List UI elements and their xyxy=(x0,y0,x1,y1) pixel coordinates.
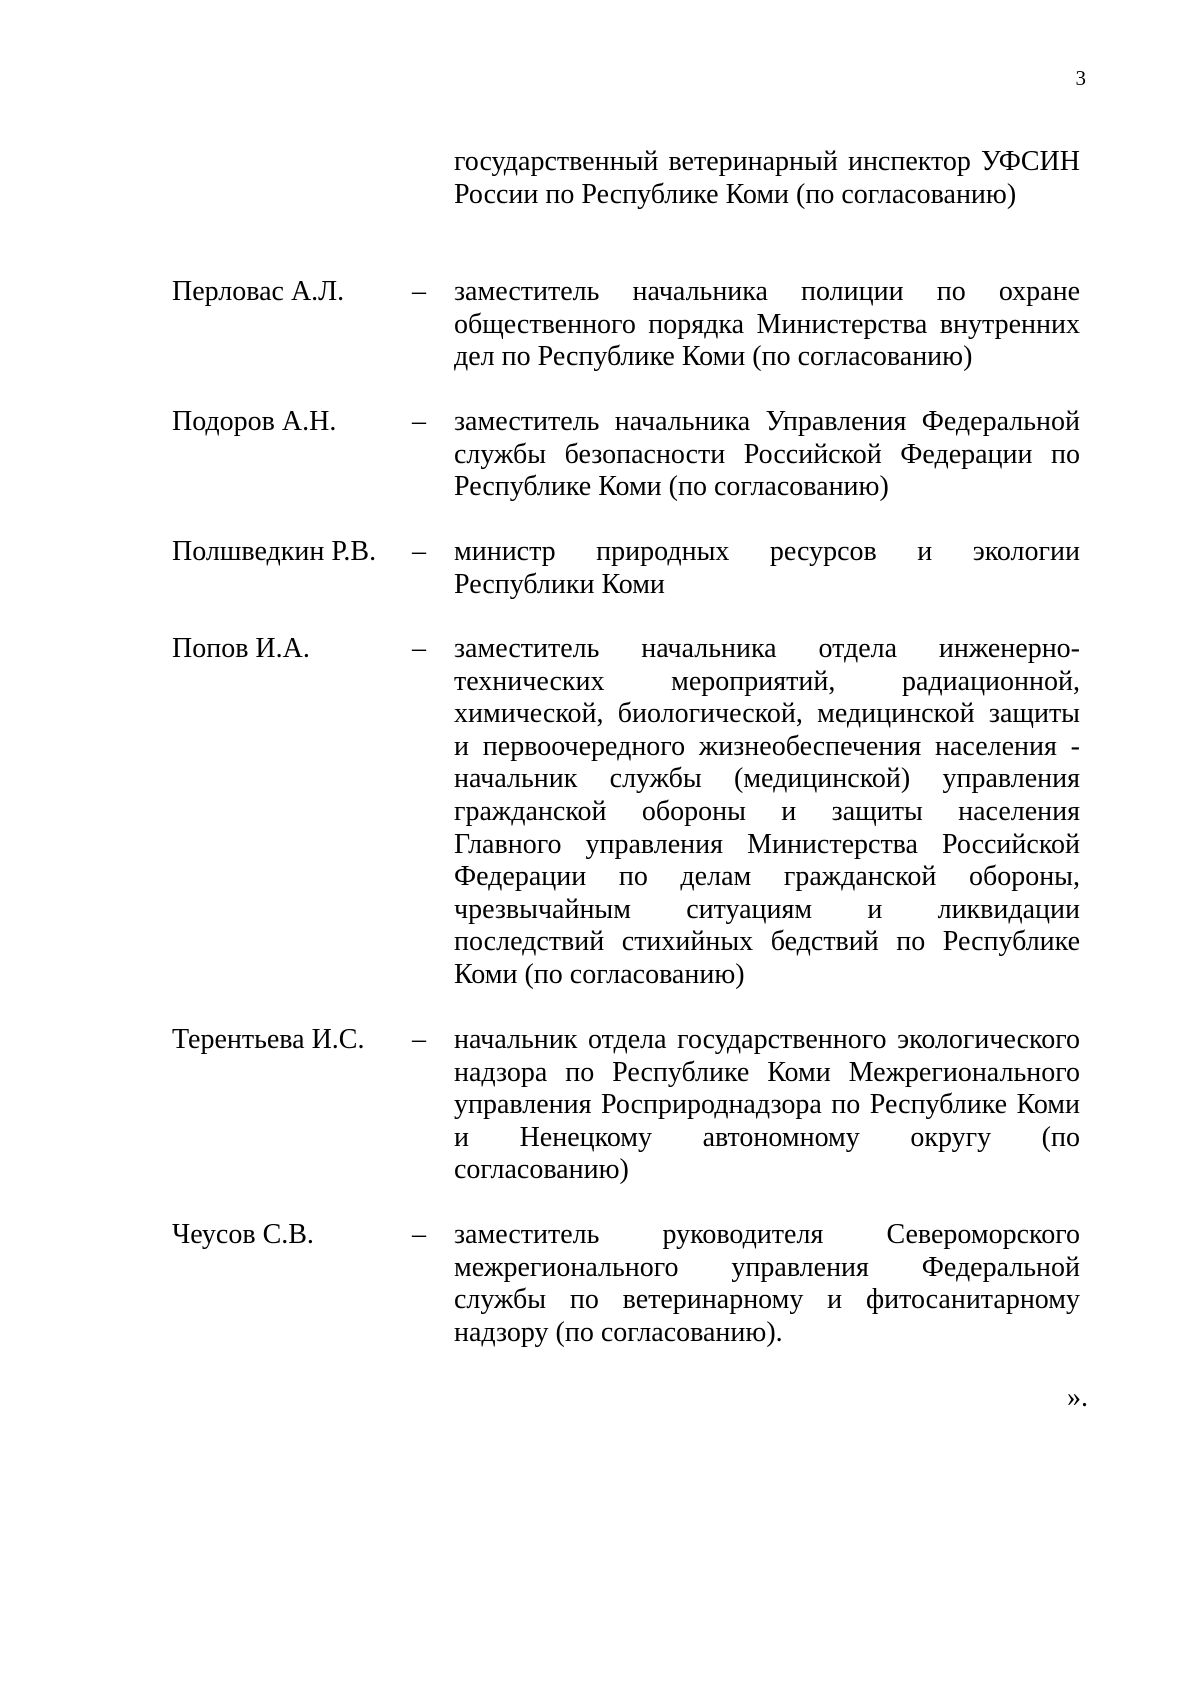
page-number: 3 xyxy=(1075,66,1086,90)
closing-quote-mark: ». xyxy=(1067,1382,1088,1413)
position-description: заместитель начальника отдела инженерно-технических мероприятий, радиационной, химической, биологической, медицинской защиты и первоочередного жизнеобеспечения населения - начальник службы (медицинской) управления гражданской обороны и защиты населения Главного управления Министерства Российской Федерации по делам гражданской обороны, чрезвычайным ситуациям и ликвидации последствий стихийных бедствий по Республике Коми (по согласованию) xyxy=(454,633,1080,990)
person-name: Терентьева И.С. xyxy=(172,1024,365,1055)
dash-separator: – xyxy=(412,1219,426,1250)
dash-separator: – xyxy=(412,536,426,567)
person-name: Полшведкин Р.В. xyxy=(172,536,377,567)
person-name: Чеусов С.В. xyxy=(172,1219,314,1250)
person-name: Подоров А.Н. xyxy=(172,406,337,437)
person-name: Попов И.А. xyxy=(172,633,310,664)
position-description: министр природных ресурсов и экологии Республики Коми xyxy=(454,536,1080,600)
dash-separator: – xyxy=(412,633,426,664)
position-description: начальник отдела государственного экологического надзора по Республике Коми Межрегионального управления Росприроднадзора по Республике Коми и Ненецкому автономному округу (по согласованию) xyxy=(454,1024,1080,1186)
position-description: заместитель начальника Управления Федеральной службы безопасности Российской Федерации по Республике Коми (по согласованию) xyxy=(454,406,1080,503)
dash-separator: – xyxy=(412,1024,426,1055)
dash-separator: – xyxy=(412,406,426,437)
dash-separator: – xyxy=(412,276,426,307)
position-description: заместитель начальника полиции по охране общественного порядка Министерства внутренних дел по Республике Коми (по согласованию) xyxy=(454,276,1080,373)
person-name: Перловас А.Л. xyxy=(172,276,345,307)
position-description: государственный ветеринарный инспектор УФСИН России по Республике Коми (по согласованию) xyxy=(454,146,1080,210)
position-description: заместитель руководителя Североморского межрегионального управления Федеральной службы по ветеринарному и фитосанитарному надзору (по согласованию). xyxy=(454,1219,1080,1348)
